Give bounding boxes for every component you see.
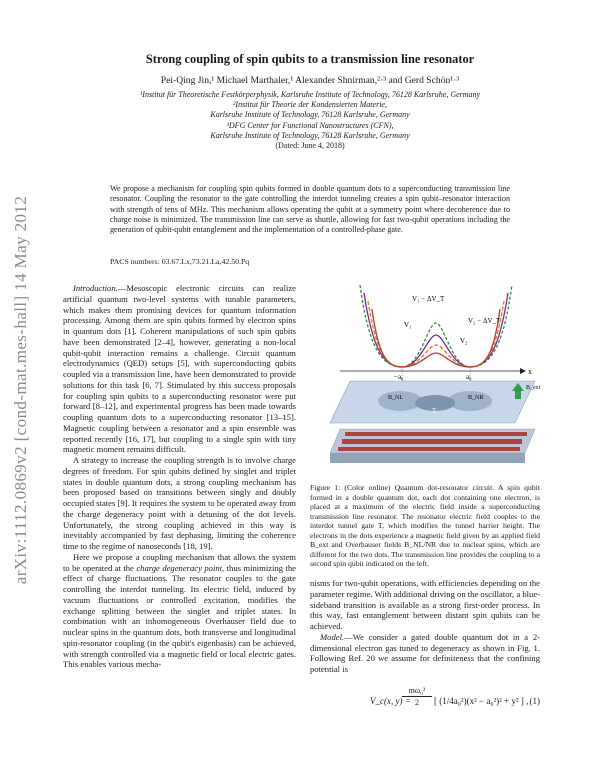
paragraph-text: A strategy to increase the coupling strength is to involve charge degrees of freedom. For spin qubits defined by singlet and triplet states in double quantum dots, a strong coupling mechanism has been proposed based on transitions between singly and doubly occupied states [9]. It requires the system to be operated away from the charge degeneracy point with a detuning of the dot levels. Unfortunately, the strong coupling achieved in this way is inevitably accompanied by fast dephasing, limiting the coherence time to the regime of nanoseconds [18, 19].	[63, 455, 296, 551]
abstract: We propose a mechanism for coupling spin qubits formed in double quantum dots to a superconducting transmission line resonator. Coupling the resonator to the gate controlling the interdot tunneling creates a spin qubit–resonator interaction with strength of tens of MHz. This mechanism allows operating the qubit at a symmetry point where decoherence due to charge noise is minimized. The transmission line can serve as shuttle, allowing for fast two-qubit operations including the generation of qubit-qubit entanglement and the implementation of a controlled-phase gate.	[110, 184, 510, 235]
caption-text: (Color online) Quantum dot-resonator circuit. A spin qubit formed in a double quantum dot, each dot containing one electron, is placed at a maximum of the electric field inside a superconducting transmission line resonator. The resonator electric field couples to the interdot tunnel gate T, which modifies the tunnel barrier height. The electrons in the dots experience a magnetic field given by an applied field B_ext and Overhauser fields B_NL/NR due to nuclear spins, which are different for the two dots. The transmission line provides the coupling to a second spin qubit indicated on the left.	[310, 483, 540, 569]
emphasis: charge degeneracy point	[136, 562, 223, 573]
quantum-dot-left	[378, 391, 422, 411]
x-axis-arrow	[520, 368, 526, 374]
paragraph	[310, 578, 540, 632]
figure-caption	[310, 483, 540, 569]
paragraph	[63, 455, 296, 552]
paragraph-lead: Model.	[320, 631, 345, 642]
affiliation-line: ¹Institut für Theoretische Festkörperphysik, Karlsruhe Institute of Technology, 76128 Karlsruhe, Germany	[139, 90, 481, 99]
fraction-denominator: 2	[415, 698, 419, 707]
label-v1: V₁	[404, 321, 412, 329]
x-axis-label: x	[528, 367, 532, 376]
equation-1	[310, 684, 540, 718]
equation-number: (1)	[529, 696, 540, 706]
paragraph-text: —We consider a gated double quantum dot in a 2-dimensional electron gas tuned to degeneracy as shown in Fig. 1. Following Ref. 20 we assume for definiteness that the confining potential is	[310, 631, 540, 674]
paragraph	[310, 632, 540, 675]
arxiv-stamp	[10, 120, 32, 660]
equation-body: [ (1/4a₀²)(x² − a₀²)² + y² ] ,	[434, 696, 529, 706]
affiliation-line: Karlsruhe Institute of Technology, 76128 Karlsruhe, Germany	[210, 130, 410, 140]
label-b-nl: B_NL	[388, 395, 403, 401]
paragraph	[63, 283, 296, 455]
left-column	[63, 283, 296, 670]
label-b-ext: B_ext	[526, 385, 541, 391]
stripline-top	[345, 432, 527, 436]
author-list: Pei-Qing Jin,¹ Michael Marthaler,¹ Alexander Shnirman,²·³ and Gerd Schön¹·³	[160, 75, 460, 86]
equation-fraction	[402, 686, 432, 707]
label-a0-neg: −a₀	[394, 373, 404, 381]
fraction-bar	[402, 696, 432, 697]
paragraph-text: nisms for two-qubit operations, with efficiencies depending on the parameter regime. With additional driving on the oscillator, a blue-sideband transition is available as a strong first-order process. In this way, fast entanglement between distant spin qubits can be achieved.	[310, 578, 540, 631]
pacs-numbers: PACS numbers: 03.67.Lx,73.21.La,42.50.Pq	[110, 257, 250, 266]
equation-lhs: V_c(x, y) =	[370, 696, 411, 706]
figure-1	[320, 283, 545, 473]
quantum-dot-right	[448, 391, 492, 411]
paragraph	[63, 552, 296, 670]
affiliation-line: ³DFG Center for Functional Nanostructures (CFN),	[226, 120, 394, 130]
label-b-nr: B_NR	[468, 395, 484, 401]
label-v2: V₂	[460, 337, 468, 345]
right-column	[310, 578, 540, 675]
stripline-center	[342, 439, 522, 444]
label-v2-dv: V₂ − ΔV_T	[468, 317, 501, 325]
date-line: (Dated: June 4, 2018)	[275, 141, 345, 151]
paper-title: Strong coupling of spin qubits to a transmission line resonator	[145, 52, 475, 66]
chip-side	[330, 453, 525, 463]
affiliation-line: Karlsruhe Institute of Technology, 76128 Karlsruhe, Germany	[210, 110, 410, 120]
affiliation-line: ²Institut für Theorie der Kondensierten Materie,	[233, 100, 387, 110]
arxiv-id: arXiv:1112.0869v2 [cond-mat.mes-hall] 14 May 2012	[11, 195, 30, 585]
caption-label: Figure 1:	[310, 483, 341, 492]
curve-purple	[364, 293, 508, 367]
paragraph-lead: Introduction.	[73, 283, 118, 293]
paragraph-text: Here we propose a coupling mechanism that allows the system to be operated at the	[63, 551, 296, 573]
affiliations	[60, 90, 560, 151]
label-t: T	[432, 407, 437, 415]
fraction-numerator: mω₀²	[408, 686, 426, 695]
stripline-bottom	[338, 447, 520, 451]
label-v1-dv: V₁ − ΔV_T	[412, 295, 445, 303]
paragraph-text: —Mesoscopic electronic circuits can realize artificial quantum two-level systems with tunable parameters, which makes them promising devices for quantum information processing. Among them are spin qubits formed by electron spins in quantum dots [1]. Coherent manipulations of such spin qubits have been demonstrated [2–4], however, generating a non-local qubit-qubit interaction remains a challenge. Circuit quantum electrodynamics (QED) setups [5], with superconducting qubits coupled via a transmission line, have been demonstrated to provide solutions for this task [6, 7]. Stimulated by this success proposals for coupling spin qubits to a superconducting resonator were put forward [8–12], and experimental progress has been made towards coupling quantum dots to a superconducting resonator [13–15]. Magnetic coupling between a resonator and a spin ensemble was reported recently [16, 17], but coupling to a single spin with tiny magnetic moment remains difficult.	[63, 283, 296, 455]
label-a0-pos: a₀	[466, 373, 472, 381]
paragraph-text: , thus minimizing the effect of charge fluctuations. The resonator couples to the gate controlling the interdot tunneling. Its electric field, induced by vacuum fluctuations or controlled excitation, modifies the exchange splitting between the singlet and triplet states. In combination with an inhomogeneous Overhauser field due to nuclear spins in the quantum dots, both transverse and longitudinal spin-resonator coupling (in the qubit's eigenbasis) can be achieved, with strength controlled via a magnetic field or local electric gates. This enables various mecha-	[63, 562, 296, 670]
curve-orange	[368, 301, 504, 367]
